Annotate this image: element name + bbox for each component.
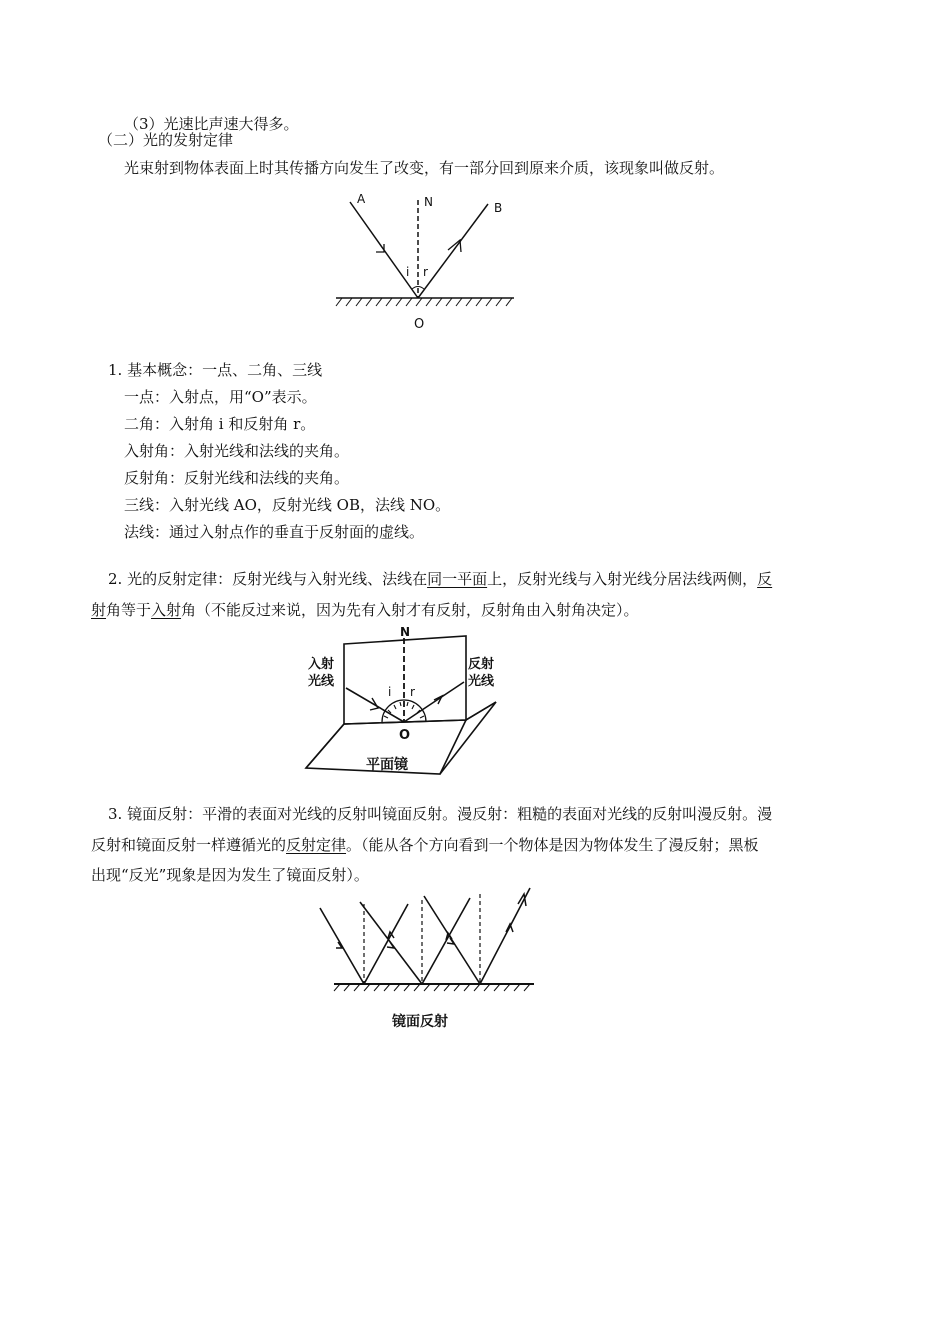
same-plane: 同一平面 xyxy=(427,570,488,588)
label-A: A xyxy=(357,192,366,206)
label-incident-1: 入射 xyxy=(308,657,335,672)
label-plane-mirror: 平面镜 xyxy=(366,757,408,773)
law-line-1: 2. 光的反射定律：反射光线与入射光线、法线在同一平面上，反射光线与入射光线分居法线两侧，反 xyxy=(108,570,773,588)
label-i-2: i xyxy=(388,685,392,699)
reflection-diagram xyxy=(330,190,520,340)
label-B: B xyxy=(494,201,503,215)
mirror-reflection-line-3: 出现“反光”现象是因为发生了镜面反射）。 xyxy=(91,866,369,884)
plane-mirror-diagram xyxy=(300,624,520,780)
point-3: （3）光速比声速大得多。 xyxy=(124,115,299,133)
reflection-angle: 反射角：反射光线和法线的夹角。 xyxy=(124,469,350,487)
specular-caption: 镜面反射 xyxy=(392,1014,448,1030)
label-i: i xyxy=(406,265,410,279)
one-point: 一点：入射点，用“O”表示。 xyxy=(124,388,317,406)
law-line-2: 射角等于入射角（不能反过来说，因为先有入射才有反射，反射角由入射角决定）。 xyxy=(91,601,639,619)
label-reflected-1: 反射 xyxy=(468,657,495,672)
label-N-2: N xyxy=(400,625,411,639)
section-title: （二）光的发射定律 xyxy=(98,131,234,149)
three-lines: 三线：入射光线 AO，反射光线 OB，法线 NO。 xyxy=(124,496,451,514)
incident-underlined: 入射 xyxy=(151,601,182,619)
incidence-angle: 入射角：入射光线和法线的夹角。 xyxy=(124,442,350,460)
mirror-reflection-line-1: 3. 镜面反射：平滑的表面对光线的反射叫镜面反射。漫反射：粗糙的表面对光线的反射叫漫反射。漫 xyxy=(108,805,773,823)
label-r: r xyxy=(423,265,428,279)
mirror-reflection-line-2: 反射和镜面反射一样遵循光的反射定律。（能从各个方向看到一个物体是因为物体发生了漫反射；黑板 xyxy=(91,836,759,854)
surface-hatching xyxy=(336,298,512,306)
reflected-ray xyxy=(418,204,488,298)
two-angles: 二角：入射角 i 和反射角 r。 xyxy=(124,415,316,433)
specular-reflection-diagram xyxy=(320,880,550,1030)
reflection-definition: 光束射到物体表面上时其传播方向发生了改变，有一部分回到原来介质，该现象叫做反射。 xyxy=(124,159,725,177)
label-r-2: r xyxy=(410,685,415,699)
label-O: O xyxy=(414,317,425,332)
normal-definition: 法线：通过入射点作的垂直于反射面的虚线。 xyxy=(124,523,425,541)
label-N: N xyxy=(424,195,433,209)
concepts-heading: 1. 基本概念：一点、二角、三线 xyxy=(108,361,323,379)
label-O-2: O xyxy=(399,728,411,743)
reflection-law-underlined: 反射定律 xyxy=(286,836,347,854)
label-reflected-2: 光线 xyxy=(468,674,495,689)
label-incident-2: 光线 xyxy=(308,674,335,689)
